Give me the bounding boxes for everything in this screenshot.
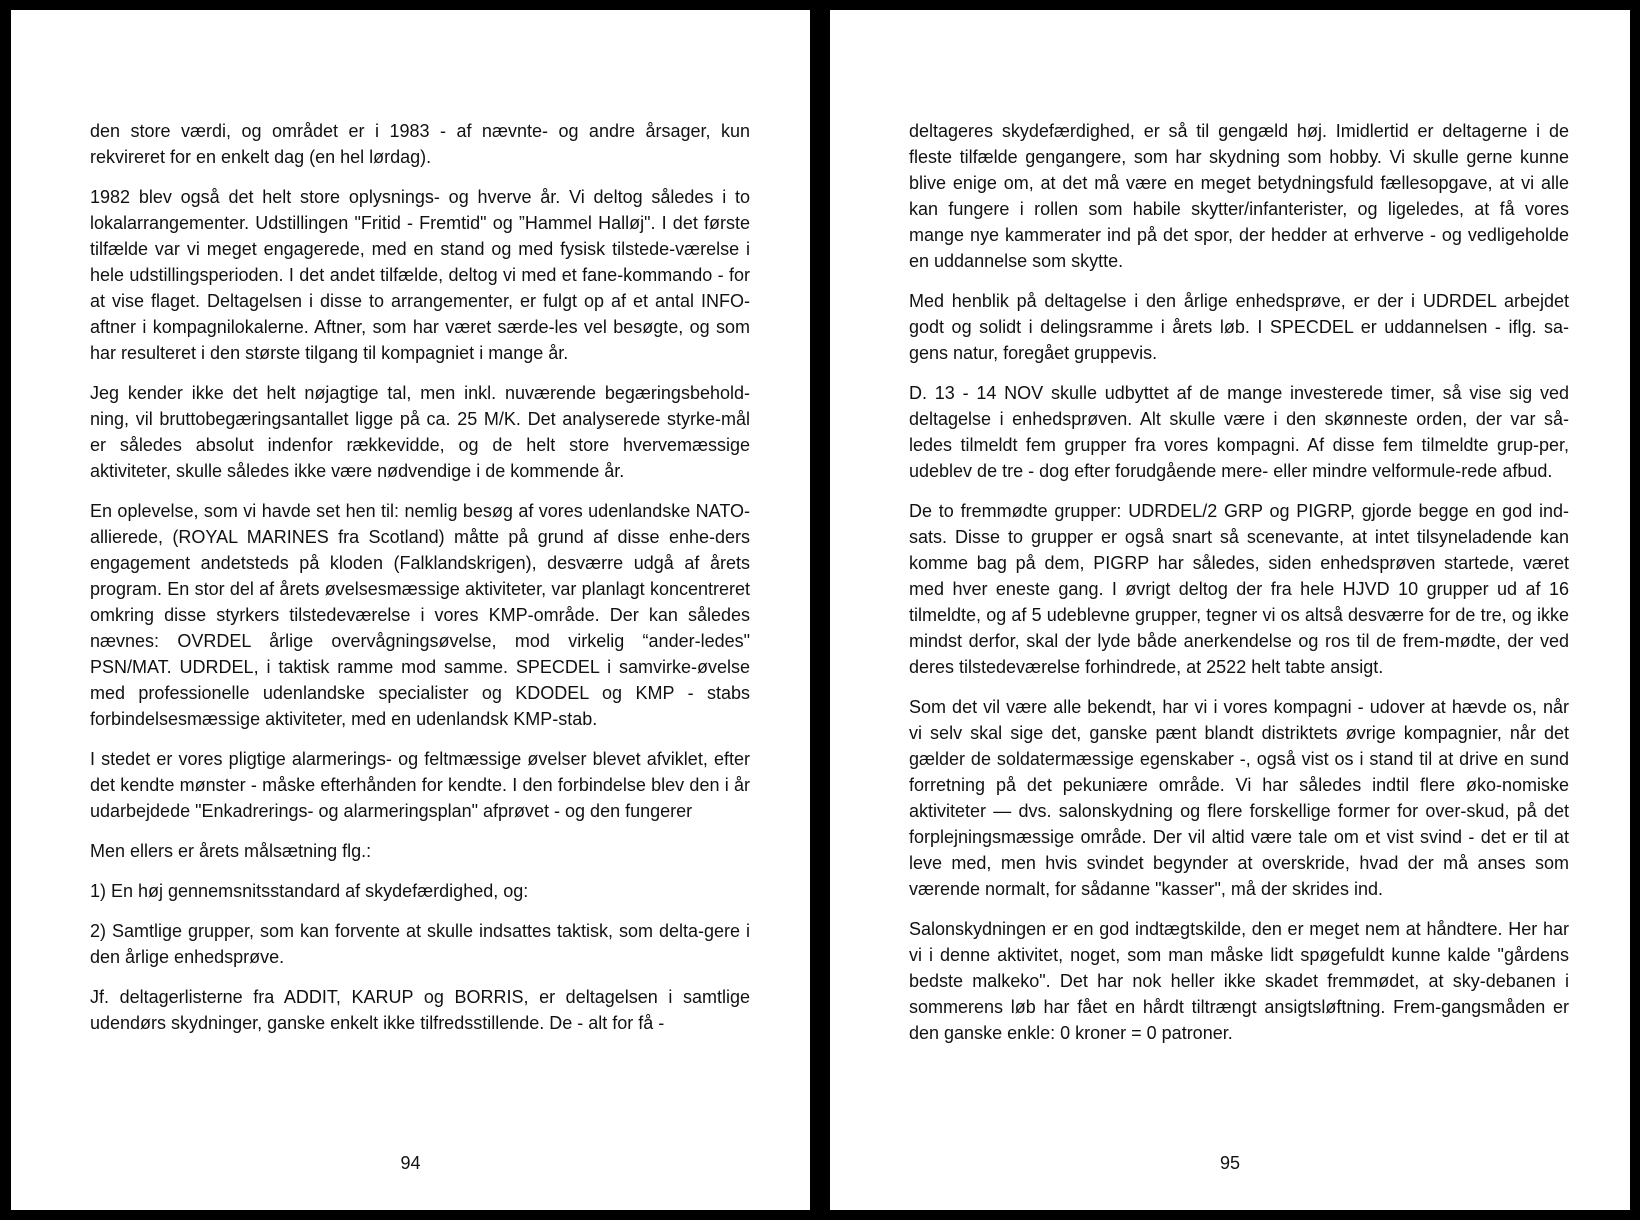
paragraph: I stedet er vores pligtige alarmerings- og feltmæssige øvelser blevet afviklet, efter det kendte mønster - måske efterhånden for kendte. I den forbindelse blev den i år udarbejdede "Enkadrerings- og alarmeringsplan" afprøvet - og den fungerer: [90, 749, 750, 821]
page-number: 94: [400, 1153, 421, 1173]
paragraph: Jeg kender ikke det helt nøjagtige tal, men inkl. nuværende begæringsbehold-ning, vil bruttobegæringsantallet ligge på ca. 25 M/K. Det analyserede styrke-mål er således absolut indenfor rækkevidde, og de helt store hvervemæssige aktiviteter, skulle således ikke være nødvendige i de kommende år.: [90, 383, 750, 481]
left-page-text: [90, 118, 750, 1050]
paragraph: 2) Samtlige grupper, som kan forvente at skulle indsattes taktisk, som delta-gere i den årlige enhedsprøve.: [90, 921, 750, 967]
paragraph: D. 13 - 14 NOV skulle udbyttet af de mange investerede timer, så vise sig ved deltagelse i enhedsprøven. Alt skulle være i den skønneste orden, der var så-ledes tilmeldt fem grupper fra vores kompagni. Af disse fem tilmeldte grup-per, udeblev de tre - dog efter forudgående mere- eller mindre velformule-rede afbud.: [909, 383, 1569, 481]
paragraph: En oplevelse, som vi havde set hen til: nemlig besøg af vores udenlandske NATO-allierede, (ROYAL MARINES fra Scotland) måtte på grund af disse enhe-ders engagement andetsteds på kloden (Falklandskrigen), desværre udgå af årets program. En stor del af årets øvelsesmæssige aktiviteter, var planlagt koncentreret omkring disse styrkers tilstedeværelse i vores KMP-område. Der kan således nævnes: OVRDEL årlige overvågningsøvelse, mod virkelig “ander-ledes" PSN/MAT. UDRDEL, i taktisk ramme mod samme. SPECDEL i samvirke-øvelse med professionelle udenlandske specialister og KDODEL og KMP - stabs forbindelsesmæssige aktiviteter, med en udenlandsk KMP-stab.: [90, 501, 750, 729]
paragraph: Jf. deltagerlisterne fra ADDIT, KARUP og BORRIS, er deltagelsen i samtlige udendørs skydninger, ganske enkelt ikke tilfredsstillende. De - alt for få -: [90, 987, 750, 1033]
page-number: 95: [1219, 1153, 1241, 1173]
paragraph: Med henblik på deltagelse i den årlige enhedsprøve, er der i UDRDEL arbejdet godt og solidt i delingsramme i årets løb. I SPECDEL er uddannelsen - iflg. sa-gens natur, foregået gruppevis.: [909, 291, 1569, 363]
right-page-text: [909, 118, 1569, 1060]
paragraph: 1) En høj gennemsnitsstandard af skydefærdighed, og:: [90, 881, 529, 901]
paragraph: De to fremmødte grupper: UDRDEL/2 GRP og PIGRP, gjorde begge en god ind-sats. Disse to grupper er også snart så scenevante, at intet tilsyneladende kan komme bag på dem, PIGRP har således, siden enhedsprøven startede, været med hver eneste gang. I øvrigt deltog der fra hele HJVD 10 grupper ud af 16 tilmeldte, og af 5 udeblevne grupper, tegner vi os altså desværre for de tre, og ikke mindst derfor, skal der lyde både anerkendelse og ros til de frem-mødte, der ved deres tilstedeværelse forhindrede, at 2522 helt tabte ansigt.: [909, 501, 1569, 677]
paragraph: Men ellers er årets målsætning flg.:: [90, 841, 372, 861]
paragraph: Salonskydningen er en god indtægtskilde, den er meget nem at håndtere. Her har vi i denne aktivitet, noget, som man måske lidt spøgefuldt kunne kalde "gårdens bedste malkeko". Det har nok heller ikke skadet fremmødet, at sky-debanen i sommerens løb har fået en hårdt tiltrængt ansigtsløftning. Frem-gangsmåden er den ganske enkle: 0 kroner = 0 patroner.: [909, 919, 1569, 1043]
paragraph: deltageres skydefærdighed, er så til gengæld høj. Imidlertid er deltagerne i de fleste tilfælde gengangere, som har skydning som hobby. Vi skulle gerne kunne blive enige om, at det må være en meget betydningsfuld fællesopgave, at vi alle kan fungere i rollen som habile skytter/infanterister, og ligeledes, at få vores mange nye kammerater ind på det spor, der hedder at erhverve - og vedligeholde en uddannelse som skytte.: [909, 121, 1569, 271]
right-page: [830, 10, 1630, 1210]
paragraph: den store værdi, og området er i 1983 - af nævnte- og andre årsager, kun rekvireret for en enkelt dag (en hel lørdag).: [90, 121, 750, 167]
paragraph: 1982 blev også det helt store oplysnings- og hverve år. Vi deltog således i to lokalarrangementer. Udstillingen "Fritid - Fremtid" og ”Hammel Halløj". I det første tilfælde var vi meget engagerede, med en stand og med fysisk tilstede-værelse i hele udstillingsperioden. I det andet tilfælde, deltog vi med et fane-kommando - for at vise flaget. Deltagelsen i disse to arrangementer, er fulgt op af et antal INFO-aftner i kompagnilokalerne. Aftner, som har været særde-les vel besøgte, og som har resulteret i den største tilgang til kompagniet i mange år.: [90, 187, 750, 363]
paragraph: Som det vil være alle bekendt, har vi i vores kompagni - udover at hævde os, når vi selv skal sige det, ganske pænt blandt distriktets øvrige kompagnier, når det gælder de soldatermæssige egenskaber -, også vist os i stand til at drive en sund forretning på det pekuniære område. Vi har således indtil flere øko-nomiske aktiviteter — dvs. salonskydning og flere forskellige former for over-skud, på det forplejningsmæssige område. Der vil altid være tale om et vist svind - det er til at leve med, men hvis svindet begynder at overskride, hvad der må anses som værende normalt, for sådanne "kasser", må der skrides ind.: [909, 697, 1569, 899]
left-page: [11, 10, 810, 1210]
